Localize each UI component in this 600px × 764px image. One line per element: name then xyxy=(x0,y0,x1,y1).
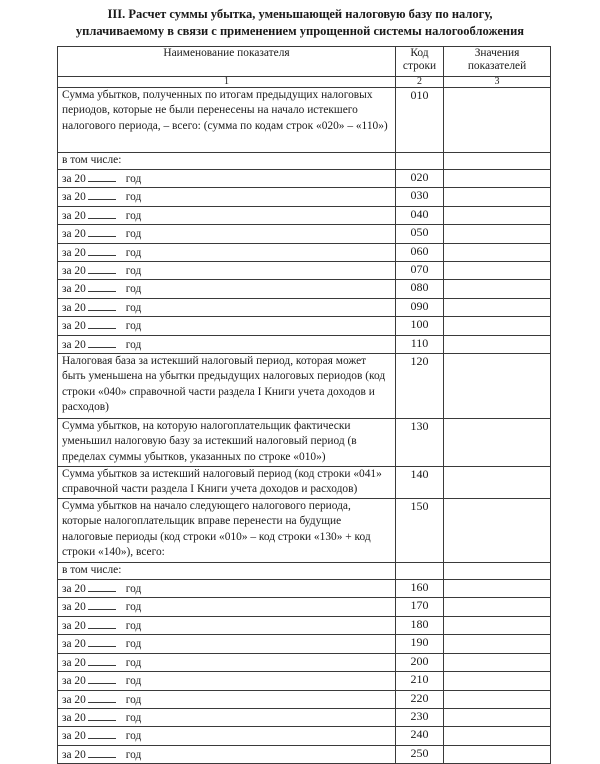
year-prefix: за 20 xyxy=(62,228,86,241)
year-row xyxy=(58,580,551,598)
year-row xyxy=(58,598,551,616)
year-row xyxy=(58,243,551,261)
year-blank-field[interactable] xyxy=(88,188,116,200)
year-row xyxy=(58,262,551,280)
year-suffix: год xyxy=(125,246,142,259)
year-blank-field[interactable] xyxy=(88,225,116,237)
year-label xyxy=(58,280,396,298)
year-row xyxy=(58,690,551,708)
row-130-label: Сумма убытков, на которую налогоплательщик фактически уменьшил налоговую базу за истекший налоговый период (в пределах суммы убытков, указанных по строке «010») xyxy=(58,419,396,467)
year-row-value-cell[interactable] xyxy=(444,616,551,634)
year-row-code: 190 xyxy=(396,635,444,653)
row-010-value-cell[interactable] xyxy=(444,88,551,153)
year-suffix: год xyxy=(125,283,142,296)
year-prefix: за 20 xyxy=(62,730,86,743)
year-label xyxy=(58,653,396,671)
row-140-code: 140 xyxy=(396,467,444,499)
year-row xyxy=(58,225,551,243)
year-row-code: 080 xyxy=(396,280,444,298)
year-suffix: год xyxy=(125,675,142,688)
year-prefix: за 20 xyxy=(62,656,86,669)
year-suffix: год xyxy=(125,711,142,724)
year-prefix: за 20 xyxy=(62,748,86,761)
year-suffix: год xyxy=(125,191,142,204)
year-row-code: 250 xyxy=(396,745,444,763)
year-blank-field[interactable] xyxy=(88,299,116,311)
year-row-code: 100 xyxy=(396,317,444,335)
title-line-1: III. Расчет суммы убытка, уменьшающей налоговую базу по налогу, xyxy=(107,7,493,21)
year-label xyxy=(58,598,396,616)
year-label xyxy=(58,225,396,243)
row-120-code: 120 xyxy=(396,354,444,419)
year-row-value-cell[interactable] xyxy=(444,727,551,745)
year-blank-field[interactable] xyxy=(88,280,116,292)
year-row xyxy=(58,727,551,745)
year-suffix: год xyxy=(125,320,142,333)
year-suffix: год xyxy=(125,730,142,743)
in-that-number-value-cell xyxy=(444,153,551,170)
year-row-code: 030 xyxy=(396,188,444,206)
year-label xyxy=(58,708,396,726)
row-150-code: 150 xyxy=(396,499,444,563)
row-120-label: Налоговая база за истекший налоговый период, которая может быть уменьшена на убытки предыдущих налоговых периодов (код строки «040» справочной части раздела I Книги учета доходов и расходов) xyxy=(58,354,396,419)
year-row-code: 230 xyxy=(396,708,444,726)
year-row-code: 040 xyxy=(396,206,444,224)
row-150-value-cell[interactable] xyxy=(444,499,551,563)
year-prefix: за 20 xyxy=(62,173,86,185)
row-140 xyxy=(58,467,551,499)
year-blank-field[interactable] xyxy=(88,727,116,739)
year-blank-field[interactable] xyxy=(88,170,116,182)
year-label xyxy=(58,727,396,745)
year-row-value-cell[interactable] xyxy=(444,745,551,763)
year-row-code: 060 xyxy=(396,243,444,261)
year-suffix: год xyxy=(125,209,142,222)
column-number-1: 1 xyxy=(58,77,396,88)
year-blank-field[interactable] xyxy=(88,262,116,274)
section-title xyxy=(0,6,600,40)
column-number-row xyxy=(58,77,551,88)
year-suffix: год xyxy=(125,748,142,761)
row-150 xyxy=(58,499,551,563)
year-suffix: год xyxy=(125,301,142,314)
year-suffix: год xyxy=(125,173,142,185)
row-130-value-cell[interactable] xyxy=(444,419,551,467)
year-suffix: год xyxy=(125,265,142,278)
year-blank-field[interactable] xyxy=(88,709,116,721)
year-row-value-cell[interactable] xyxy=(444,298,551,316)
year-row-code: 090 xyxy=(396,298,444,316)
in-that-number-code-cell xyxy=(396,153,444,170)
year-row xyxy=(58,298,551,316)
in-that-number-row xyxy=(58,153,551,170)
year-label xyxy=(58,243,396,261)
year-row-value-cell[interactable] xyxy=(444,262,551,280)
year-blank-field[interactable] xyxy=(88,617,116,629)
year-row-value-cell[interactable] xyxy=(444,206,551,224)
row-130-code: 130 xyxy=(396,419,444,467)
year-prefix: за 20 xyxy=(62,583,86,596)
in-that-number-label-2: в том числе: xyxy=(58,563,396,580)
row-130 xyxy=(58,419,551,467)
year-prefix: за 20 xyxy=(62,283,86,296)
year-row-value-cell[interactable] xyxy=(444,280,551,298)
column-number-2: 2 xyxy=(396,77,444,88)
year-suffix: год xyxy=(125,601,142,614)
year-label xyxy=(58,672,396,690)
year-suffix: год xyxy=(125,338,142,351)
year-suffix: год xyxy=(125,638,142,651)
year-row xyxy=(58,335,551,353)
year-suffix: год xyxy=(125,583,142,596)
loss-calculation-table xyxy=(57,46,551,764)
year-blank-field[interactable] xyxy=(88,244,116,256)
year-row xyxy=(58,653,551,671)
year-blank-field[interactable] xyxy=(88,691,116,703)
year-prefix: за 20 xyxy=(62,301,86,314)
in-that-number-row-2 xyxy=(58,563,551,580)
year-row xyxy=(58,672,551,690)
row-120 xyxy=(58,354,551,419)
year-blank-field[interactable] xyxy=(88,672,116,684)
year-prefix: за 20 xyxy=(62,338,86,351)
year-row-code: 170 xyxy=(396,598,444,616)
year-blank-field[interactable] xyxy=(88,580,116,592)
header-name: Наименование показателя xyxy=(58,47,396,77)
year-row xyxy=(58,317,551,335)
header-code: Код строки xyxy=(396,47,444,77)
row-010-label: Сумма убытков, полученных по итогам предыдущих налоговых периодов, которые не были перенесены на начало истекшего налогового периода, – всего: (сумма по кодам строк «020» – «110») xyxy=(58,88,396,153)
year-label xyxy=(58,188,396,206)
year-prefix: за 20 xyxy=(62,693,86,706)
year-blank-field[interactable] xyxy=(88,317,116,329)
year-label xyxy=(58,616,396,634)
year-prefix: за 20 xyxy=(62,601,86,614)
year-blank-field[interactable] xyxy=(88,598,116,610)
year-row-value-cell[interactable] xyxy=(444,635,551,653)
year-row-value-cell[interactable] xyxy=(444,653,551,671)
year-suffix: год xyxy=(125,619,142,632)
year-row-code: 180 xyxy=(396,616,444,634)
row-140-label: Сумма убытков за истекший налоговый период (код строки «041» справочной части раздела I Книги учета доходов и расходов) xyxy=(58,467,396,499)
year-prefix: за 20 xyxy=(62,265,86,278)
header-value: Значения показателей xyxy=(444,47,551,77)
year-blank-field[interactable] xyxy=(88,635,116,647)
year-row-value-cell[interactable] xyxy=(444,580,551,598)
title-line-2: уплачиваемому в связи с применением упрощенной системы налогообложения xyxy=(75,24,525,38)
year-row xyxy=(58,170,551,188)
in-that-number-value-cell-2 xyxy=(444,563,551,580)
row-150-label: Сумма убытков на начало следующего налогового периода, которые налогоплательщик вправе перенести на будущие налоговые периоды (код строки «010» – код строки «130» + код строки «140»), всего: xyxy=(58,499,396,563)
year-row xyxy=(58,616,551,634)
year-prefix: за 20 xyxy=(62,209,86,222)
year-prefix: за 20 xyxy=(62,638,86,651)
in-that-number-code-cell-2 xyxy=(396,563,444,580)
year-label xyxy=(58,170,396,188)
year-row-value-cell[interactable] xyxy=(444,170,551,188)
year-row-value-cell[interactable] xyxy=(444,335,551,353)
year-prefix: за 20 xyxy=(62,246,86,259)
year-row-value-cell[interactable] xyxy=(444,672,551,690)
year-label xyxy=(58,690,396,708)
year-row-code: 110 xyxy=(396,335,444,353)
year-prefix: за 20 xyxy=(62,711,86,724)
year-suffix: год xyxy=(125,228,142,241)
row-140-value-cell[interactable] xyxy=(444,467,551,499)
year-row-code: 240 xyxy=(396,727,444,745)
year-prefix: за 20 xyxy=(62,191,86,204)
year-prefix: за 20 xyxy=(62,619,86,632)
year-blank-field[interactable] xyxy=(88,336,116,348)
year-blank-field[interactable] xyxy=(88,207,116,219)
year-row xyxy=(58,635,551,653)
year-row-code: 160 xyxy=(396,580,444,598)
year-label xyxy=(58,745,396,763)
year-row-value-cell[interactable] xyxy=(444,225,551,243)
year-row-value-cell[interactable] xyxy=(444,598,551,616)
year-suffix: год xyxy=(125,656,142,669)
year-label xyxy=(58,635,396,653)
year-label xyxy=(58,262,396,280)
year-row xyxy=(58,745,551,763)
in-that-number-label: в том числе: xyxy=(58,153,396,170)
year-row-code: 220 xyxy=(396,690,444,708)
year-row-value-cell[interactable] xyxy=(444,317,551,335)
year-suffix: год xyxy=(125,693,142,706)
year-label xyxy=(58,206,396,224)
year-row xyxy=(58,188,551,206)
row-120-value-cell[interactable] xyxy=(444,354,551,419)
year-row xyxy=(58,708,551,726)
year-row-code: 200 xyxy=(396,653,444,671)
year-row-value-cell[interactable] xyxy=(444,188,551,206)
year-row-code: 210 xyxy=(396,672,444,690)
year-label xyxy=(58,298,396,316)
year-row xyxy=(58,206,551,224)
year-prefix: за 20 xyxy=(62,320,86,333)
year-label xyxy=(58,580,396,598)
column-number-3: 3 xyxy=(444,77,551,88)
year-row-code: 050 xyxy=(396,225,444,243)
year-row-value-cell[interactable] xyxy=(444,708,551,726)
year-row-value-cell[interactable] xyxy=(444,243,551,261)
year-blank-field[interactable] xyxy=(88,746,116,758)
year-row-code: 020 xyxy=(396,170,444,188)
header-row xyxy=(58,47,551,77)
year-blank-field[interactable] xyxy=(88,654,116,666)
year-row-value-cell[interactable] xyxy=(444,690,551,708)
year-label xyxy=(58,317,396,335)
year-label xyxy=(58,335,396,353)
row-010-code: 010 xyxy=(396,88,444,153)
year-row xyxy=(58,280,551,298)
year-row-code: 070 xyxy=(396,262,444,280)
row-010 xyxy=(58,88,551,153)
year-prefix: за 20 xyxy=(62,675,86,688)
